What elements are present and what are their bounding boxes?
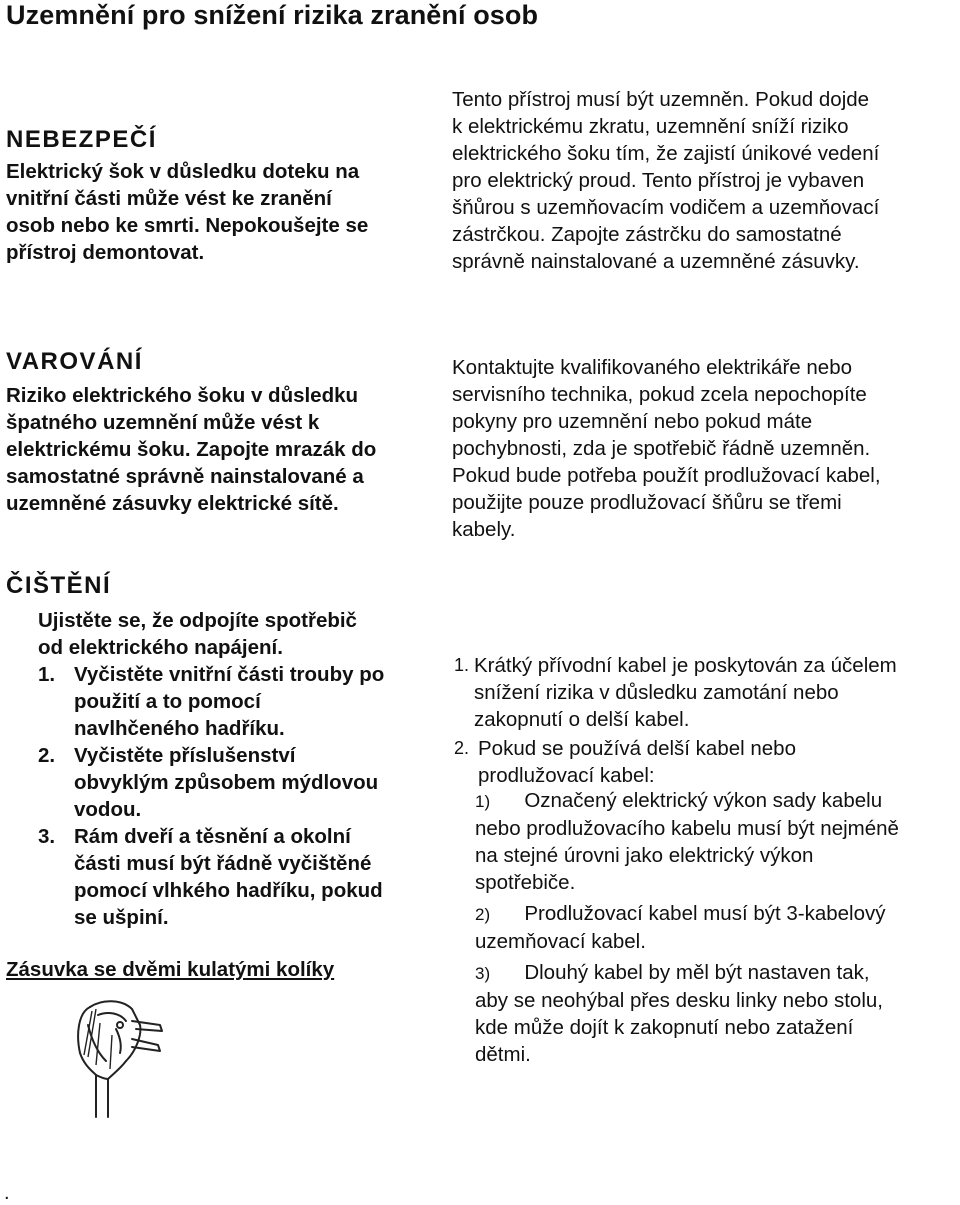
list-item xyxy=(38,823,438,931)
plug-icon xyxy=(70,995,170,1120)
list-item-text: Vyčistěte vnitřní části trouby po použití a to pomocí navlhčeného hadříku. xyxy=(74,663,385,740)
warning-heading: VAROVÁNÍ xyxy=(6,348,143,375)
list-item xyxy=(475,900,960,955)
list-item-text: Pokud se používá delší kabel nebo prodlužovací kabel: xyxy=(478,737,796,787)
list-item-text: Prodlužovací kabel musí být 3-kabelový uzemňovací kabel. xyxy=(475,902,886,953)
list-item-number: 1. xyxy=(38,663,56,686)
cleaning-list xyxy=(38,661,438,931)
cable-sublist xyxy=(475,787,960,1068)
danger-heading: NEBEZPEČÍ xyxy=(6,126,157,153)
list-item xyxy=(475,959,960,1068)
grounding-text: Tento přístroj musí být uzemněn. Pokud dojde k elektrickému zkratu, uzemnění sníží riziko elektrického šoku tím, že zajistí únikové vedení pro elektrický proud. Tento přístroj je vybaven šňůrou s uzemňovacím vodičem a uzemňovací zástrčkou. Zapojte zástrčku do samostatné správně nainstalované a uzemněné zásuvky. xyxy=(452,88,880,273)
cable-section xyxy=(454,652,959,789)
cable-item-2 xyxy=(454,735,959,789)
list-item-text: Krátký přívodní kabel je poskytován za účelem snížení rizika v důsledku zamotání nebo zakopnutí o delší kabel. xyxy=(474,654,897,731)
list-item-number: 1. xyxy=(454,655,470,675)
cleaning-intro: Ujistěte se, že odpojíte spotřebič od elektrického napájení. xyxy=(38,609,357,659)
list-item-number: 3. xyxy=(38,825,56,848)
danger-text: Elektrický šok v důsledku doteku na vnitřní části může vést ke zranění osob nebo ke smrti. Nepokoušejte se přístroj demontovat. xyxy=(6,160,369,264)
list-item xyxy=(38,661,438,742)
list-item-text: Označený elektrický výkon sady kabelu nebo prodlužovacího kabelu musí být nejméně na stejné úrovni jako elektrický výkon spotřebiče. xyxy=(475,789,899,894)
list-item-number: 2. xyxy=(38,744,56,767)
list-item-number: 2) xyxy=(475,905,491,924)
list-item-text: Rám dveří a těsnění a okolní části musí být řádně vyčištěné pomocí vlhkého hadříku, pokud se ušpiní. xyxy=(74,825,383,929)
list-item-number: 2. xyxy=(454,738,470,758)
footer-dot: . xyxy=(4,1182,10,1204)
cable-item-1 xyxy=(454,652,959,733)
list-item-number: 3) xyxy=(475,964,491,983)
list-item-text: Dlouhý kabel by měl být nastaven tak, aby se neohýbal přes desku linky nebo stolu, kde může dojít k zakopnutí nebo zatažení dětmi. xyxy=(475,961,883,1066)
cleaning-heading: ČIŠTĚNÍ xyxy=(6,572,112,599)
list-item-number: 1) xyxy=(475,792,491,811)
list-item-text: Vyčistěte příslušenství obvyklým způsobem mýdlovou vodou. xyxy=(74,744,379,821)
page-title: Uzemnění pro snížení rizika zranění osob xyxy=(6,0,539,30)
list-item xyxy=(475,787,960,896)
warning-text: Riziko elektrického šoku v důsledku špatného uzemnění může vést k elektrickému šoku. Zapojte mrazák do samostatné správně nainstalované a uzemněné zásuvky elektrické sítě. xyxy=(6,384,377,515)
list-item xyxy=(38,742,438,823)
contact-text: Kontaktujte kvalifikovaného elektrikáře nebo servisního technika, pokud zcela nepochopíte pokyny pro uzemnění nebo pokud máte pochybnosti, zda je spotřebič řádně uzemněn. Pokud bude potřeba použít prodlužovací kabel, použijte pouze prodlužovací šňůru se třemi kabely. xyxy=(452,356,881,541)
socket-caption: Zásuvka se dvěmi kulatými kolíky xyxy=(6,958,335,981)
